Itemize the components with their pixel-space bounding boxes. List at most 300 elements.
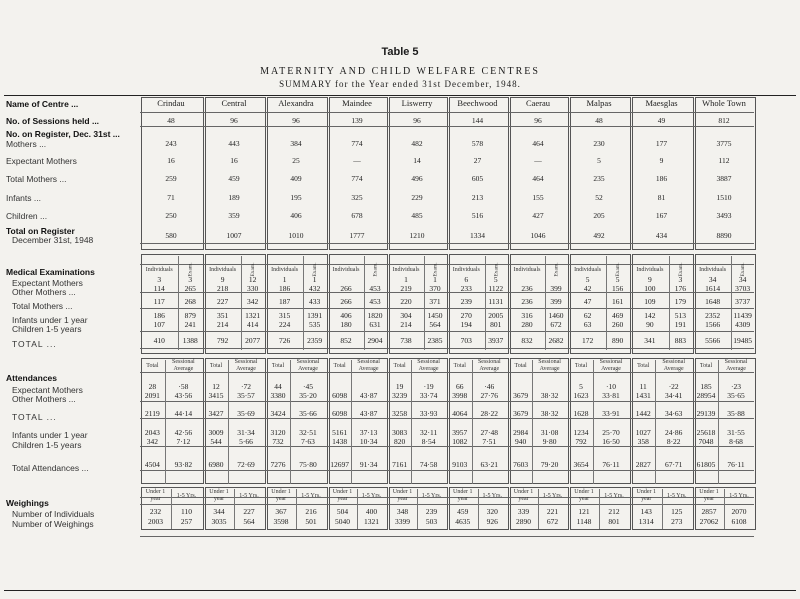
att-total-cell: 792 (575, 437, 587, 446)
med-exam-cell: 176 (674, 284, 687, 293)
label-att-other: Other Mothers ... (12, 394, 76, 404)
w-range-cell: 564 (243, 517, 255, 526)
register-cell: 359 (228, 211, 240, 220)
att-total-cell: 358 (637, 437, 649, 446)
med-exam-cell: 342 (246, 297, 259, 306)
att-total-cell: 19 (395, 382, 404, 391)
med-exam-cell: 371 (429, 297, 441, 306)
att-sessional-cell: 7·51 (482, 437, 497, 446)
register-cell: 81 (657, 193, 666, 202)
att-total-cell: 5 (579, 382, 583, 391)
att-sessional-cell: 72·69 (237, 460, 255, 469)
register-cell: 485 (411, 211, 423, 220)
att-total-cell: 3258 (392, 409, 408, 418)
att-sessional-cell: 76·11 (727, 460, 745, 469)
med-header-exam: Exam. (553, 262, 560, 277)
att-total-cell: 25618 (696, 428, 716, 437)
w-header-under: Under 1 year (453, 489, 473, 502)
label-att-children: Children 1-5 years (12, 440, 82, 450)
att-sessional-cell: 43·87 (359, 409, 378, 418)
w-header-range: 1-5 Yrs. (176, 493, 197, 499)
att-sessional-cell: 31·55 (727, 428, 745, 437)
med-individuals-cell: 3 (157, 275, 162, 284)
att-header-sessional: Sessional Average (296, 359, 320, 372)
med-individuals-cell: 214 (216, 320, 229, 329)
att-sessional-cell: 35·65 (727, 391, 745, 400)
med-individuals-cell: 224 (278, 320, 291, 329)
att-total-cell: 29139 (696, 409, 716, 418)
register-cell: 464 (532, 139, 544, 148)
w-range-cell: 273 (671, 517, 683, 526)
w-range-cell: 110 (181, 507, 192, 516)
att-total-cell: 7048 (698, 437, 714, 446)
med-individuals-cell: 9 (220, 275, 225, 284)
att-total-cell: 5161 (332, 428, 348, 437)
att-total-cell: 3120 (270, 428, 286, 437)
register-cell: 186 (655, 174, 668, 183)
centre-name: Whole Town (702, 98, 746, 108)
top-rule (4, 95, 796, 96)
w-header-under: Under 1 year (636, 489, 656, 502)
register-cell: 205 (593, 211, 605, 220)
med-header-exam: Exam. (677, 262, 684, 277)
med-individuals-cell: 218 (216, 284, 229, 293)
att-total-cell: 28 (148, 382, 157, 391)
register-cell: 25 (292, 156, 300, 165)
att-total-cell: 61805 (696, 460, 716, 469)
att-sessional-cell: 33·91 (602, 409, 620, 418)
att-sessional-cell: ·46 (484, 382, 495, 391)
row-rule (140, 308, 754, 309)
register-cell: 177 (655, 139, 668, 148)
att-header-sessional: Sessional Average (724, 359, 748, 372)
row-rule (140, 470, 754, 471)
med-individuals-cell: 34 (708, 275, 717, 284)
med-exam-cell: 1122 (488, 284, 504, 293)
med-individuals-cell: 1 (282, 275, 287, 284)
label-w-individuals: Number of Individuals (12, 509, 95, 519)
att-total-cell: 2827 (635, 460, 651, 469)
med-exam-cell: 2077 (245, 336, 261, 345)
att-sessional-cell: 79·20 (540, 460, 559, 469)
att-total-cell: 1234 (573, 428, 589, 437)
med-exam-cell: 453 (369, 284, 381, 293)
register-cell: 16 (230, 156, 238, 165)
med-exam-cell: 672 (550, 320, 562, 329)
w-header-under: Under 1 year (513, 489, 534, 502)
med-individuals-cell: 341 (644, 336, 656, 345)
register-cell: 578 (471, 139, 484, 148)
att-total-cell: 3427 (208, 409, 224, 418)
att-header-total: Total (699, 363, 713, 369)
register-cell: 1010 (288, 231, 304, 240)
med-exam-cell: 890 (611, 336, 624, 345)
register-cell: 516 (471, 211, 484, 220)
med-exam-cell: 2682 (548, 336, 564, 345)
w-header-under: Under 1 year (332, 489, 353, 502)
med-exam-cell: 1460 (548, 311, 564, 320)
register-cell: 1334 (470, 231, 485, 240)
att-total-cell: 342 (146, 437, 159, 446)
register-cell: 325 (351, 193, 363, 202)
centre-name: Central (221, 98, 247, 108)
med-individuals-cell: 117 (153, 297, 165, 306)
register-cell: 1210 (409, 231, 425, 240)
row-rule (140, 264, 754, 265)
med-individuals-cell: 316 (521, 311, 533, 320)
w-under-cell: 344 (213, 507, 225, 516)
register-cell: 3493 (716, 211, 732, 220)
centre-name: Malpas (586, 98, 612, 108)
med-exam-cell: 1391 (307, 311, 323, 320)
att-total-cell: 3957 (452, 428, 468, 437)
med-exam-cell: 241 (184, 320, 196, 329)
med-exam-cell: 1321 (245, 311, 261, 320)
w-range-cell: 1321 (364, 517, 379, 526)
register-cell: 230 (593, 139, 605, 148)
w-range-cell: 400 (365, 507, 378, 516)
att-sessional-cell: ·22 (668, 382, 679, 391)
row-rule (140, 126, 754, 127)
att-sessional-cell: 7·63 (301, 437, 315, 446)
row-rule (140, 536, 754, 537)
w-under-cell: 121 (578, 507, 590, 516)
med-individuals-cell: 142 (644, 311, 656, 320)
label-name: Name of Centre ... (6, 99, 79, 109)
sessions-cell: 96 (230, 116, 238, 125)
register-cell: 5 (597, 156, 601, 165)
register-cell: 155 (532, 193, 544, 202)
register-cell: 52 (595, 193, 603, 202)
med-individuals-cell: 100 (644, 284, 656, 293)
w-range-cell: 503 (425, 517, 438, 526)
att-total-cell: 7161 (392, 460, 408, 469)
register-cell: 605 (471, 174, 484, 183)
sessions-cell: 812 (718, 116, 730, 125)
w-range-cell: 672 (546, 517, 559, 526)
med-individuals-cell: 832 (521, 336, 533, 345)
label-attendances: Attendances (6, 373, 58, 383)
att-total-cell: 3380 (270, 391, 286, 400)
med-exam-cell: 399 (550, 284, 562, 293)
w-under-cell: 504 (336, 507, 349, 516)
table-subtitle: SUMMARY for the Year ended 31st December, 1948. (279, 79, 521, 89)
med-individuals-cell: 304 (400, 311, 412, 320)
w-under-cell: 3598 (273, 517, 289, 526)
w-header-range: 1-5 Yrs. (421, 493, 442, 499)
register-cell: 774 (351, 174, 363, 183)
med-individuals-cell: 227 (216, 297, 229, 306)
att-header-sessional: Sessional Average (172, 359, 195, 372)
register-cell: 1007 (226, 231, 242, 240)
att-sessional-cell: 27·48 (480, 428, 499, 437)
att-total-cell: 4504 (144, 460, 160, 469)
att-sessional-cell: 76·11 (602, 460, 620, 469)
med-individuals-cell: 5566 (705, 336, 721, 345)
att-sessional-cell: 8·68 (729, 437, 743, 446)
med-exam-cell: 156 (611, 284, 624, 293)
att-total-cell: 1027 (635, 428, 651, 437)
med-header-individuals: Individuals (513, 267, 541, 273)
register-cell: 112 (718, 156, 730, 165)
att-sessional-cell: 42·56 (174, 428, 193, 437)
att-header-total: Total (209, 363, 223, 369)
w-under-cell: 143 (640, 507, 652, 516)
w-header-under: Under 1 year (574, 489, 594, 502)
w-range-cell: 212 (608, 507, 620, 516)
att-header-total: Total (637, 363, 650, 369)
centre-name: Maesglas (645, 98, 678, 108)
med-header-individuals: Individuals (209, 267, 237, 273)
register-cell: 213 (471, 193, 484, 202)
med-individuals-cell: 239 (460, 297, 472, 306)
att-total-cell: 2091 (144, 391, 160, 400)
label-med-total-mothers: Total Mothers ... (12, 301, 73, 311)
att-sessional-cell: 9·80 (542, 437, 557, 446)
att-total-cell: 11 (639, 382, 647, 391)
med-header-individuals: Individuals (574, 267, 602, 273)
centre-name: Maindee (342, 98, 372, 108)
w-under-cell: 348 (396, 507, 409, 516)
med-individuals-cell: 9 (648, 275, 652, 284)
att-sessional-cell: 43·56 (174, 391, 193, 400)
med-header-exam: Exam. (250, 262, 257, 277)
med-individuals-cell: 5 (585, 275, 590, 284)
med-individuals-cell: 63 (583, 320, 592, 329)
att-sessional-cell: ·19 (423, 382, 434, 391)
label-med-children: Children 1-5 years (12, 324, 82, 334)
att-total-cell: 3679 (513, 391, 529, 400)
w-under-cell: 2003 (148, 517, 163, 526)
med-individuals-cell: 1566 (705, 320, 721, 329)
att-sessional-cell: ·10 (606, 382, 616, 391)
att-total-cell: 12 (212, 382, 220, 391)
register-cell: 16 (167, 156, 175, 165)
med-header-individuals: Individuals (271, 267, 299, 273)
med-exam-cell: 2385 (427, 336, 443, 345)
att-sessional-cell: 75·80 (299, 460, 317, 469)
att-sessional-cell: 44·14 (174, 409, 193, 418)
att-sessional-cell: 43·87 (359, 391, 378, 400)
att-header-sessional: Sessional Average (477, 359, 501, 372)
med-individuals-cell: 109 (644, 297, 656, 306)
med-exam-cell: 370 (429, 284, 441, 293)
med-exam-cell: 11439 (733, 311, 752, 320)
med-exam-cell: 5 (615, 275, 620, 284)
sessions-cell: 96 (534, 116, 542, 125)
register-cell: 774 (351, 139, 363, 148)
med-individuals-cell: 280 (521, 320, 533, 329)
w-under-cell: 2857 (701, 507, 717, 516)
register-cell: 195 (290, 193, 302, 202)
med-individuals-cell: 726 (278, 336, 291, 345)
register-cell: 492 (593, 231, 605, 240)
att-sessional-cell: 35·88 (727, 409, 745, 418)
label-total-register: Total on Register (6, 226, 75, 236)
w-header-range: 1-5 Yrs. (361, 493, 382, 499)
register-cell: 406 (290, 211, 302, 220)
att-sessional-cell: 24·86 (664, 428, 683, 437)
register-cell: 678 (351, 211, 363, 220)
table-number: Table 5 (381, 46, 419, 58)
med-exam-cell: 453 (369, 297, 381, 306)
med-individuals-cell: 792 (216, 336, 229, 345)
w-under-cell: 459 (457, 507, 469, 516)
w-range-cell: 221 (546, 507, 559, 516)
att-sessional-cell: 33·81 (602, 391, 620, 400)
att-header-total: Total (333, 363, 346, 369)
med-exam-cell: 265 (184, 284, 196, 293)
label-att-total: TOTAL ... (12, 412, 57, 422)
register-cell: 3887 (716, 174, 732, 183)
med-individuals-cell: 62 (583, 311, 592, 320)
att-sessional-cell: 37·13 (359, 428, 378, 437)
att-sessional-cell: 10·34 (359, 437, 378, 446)
med-exam-cell: 631 (369, 320, 381, 329)
att-sessional-cell: 33·74 (419, 391, 438, 400)
med-header-exam: Exam. (493, 262, 500, 277)
row-rule (140, 418, 754, 419)
med-individuals-cell: 738 (400, 336, 412, 345)
att-sessional-cell: 5·66 (239, 437, 253, 446)
w-range-cell: 6108 (731, 517, 747, 526)
att-header-total: Total (146, 363, 159, 369)
register-cell: 14 (413, 156, 421, 165)
w-range-cell: 216 (305, 507, 317, 516)
register-cell: 167 (655, 211, 668, 220)
med-exam-cell: 268 (184, 297, 196, 306)
w-under-cell: 4635 (455, 517, 471, 526)
med-individuals-cell: 219 (400, 284, 412, 293)
att-total-cell: 1438 (332, 437, 348, 446)
att-total-cell: 1623 (573, 391, 589, 400)
med-header-exam: Exam. (615, 262, 622, 277)
att-total-cell: 6098 (332, 391, 348, 400)
att-sessional-cell: 8·22 (666, 437, 681, 446)
med-exam-cell: 19485 (733, 336, 752, 345)
register-cell: 443 (228, 139, 240, 148)
register-cell: 27 (473, 156, 482, 165)
med-header-exam: Exam. (372, 262, 379, 277)
med-exam-cell: 414 (246, 320, 259, 329)
row-rule (140, 401, 754, 402)
register-cell: 427 (532, 211, 544, 220)
att-total-cell: 3424 (270, 409, 286, 418)
att-sessional-cell: 8·54 (421, 437, 436, 446)
med-header-individuals: Individuals (145, 267, 173, 273)
w-under-cell: 232 (149, 507, 162, 516)
med-exam-cell: 34 (738, 275, 747, 284)
att-total-cell: 6098 (332, 409, 348, 418)
att-sessional-cell: 38·32 (540, 409, 559, 418)
att-sessional-cell: 35·66 (299, 409, 317, 418)
w-under-cell: 5040 (335, 517, 350, 526)
att-header-total: Total (514, 363, 527, 369)
med-exam-cell: 3937 (488, 336, 504, 345)
label-med-total: TOTAL ... (12, 339, 57, 349)
att-sessional-cell: 31·34 (237, 428, 255, 437)
med-individuals-cell: 42 (583, 284, 592, 293)
att-total-cell: 1442 (635, 409, 651, 418)
label-att-all: Total Attendances ... (12, 463, 89, 473)
med-header-individuals: Individuals (392, 267, 420, 273)
att-sessional-cell: 16·50 (602, 437, 620, 446)
row-rule (140, 331, 754, 332)
med-header-individuals: Individuals (636, 267, 664, 273)
label-att-infants: Infants under 1 year (12, 430, 88, 440)
att-total-cell: 7276 (270, 460, 286, 469)
label-weighings: Weighings (6, 498, 49, 508)
att-sessional-cell: 35·69 (237, 409, 255, 418)
med-individuals-cell: 351 (216, 311, 229, 320)
med-exam-cell: 879 (184, 311, 196, 320)
sessions-cell: 139 (351, 116, 363, 125)
row-rule (140, 112, 754, 113)
label-register: No. on Register, Dec. 31st ... (6, 129, 120, 139)
w-under-cell: 3035 (211, 517, 227, 526)
w-header-under: Under 1 year (209, 489, 229, 502)
med-exam-cell: 4309 (735, 320, 751, 329)
w-range-cell: 926 (486, 517, 498, 526)
med-exam-cell: 161 (611, 297, 624, 306)
att-total-cell: 940 (514, 437, 527, 446)
att-total-cell: 6980 (208, 460, 224, 469)
att-sessional-cell: 63·21 (480, 460, 499, 469)
att-header-total: Total (453, 363, 466, 369)
med-exam-cell: 2359 (307, 336, 323, 345)
med-exam-cell: 1 (433, 275, 437, 284)
att-total-cell: 3654 (573, 460, 589, 469)
med-exam-cell: 3737 (735, 297, 751, 306)
w-header-range: 1-5 Yrs. (667, 493, 687, 499)
med-header-individuals: Individuals (699, 267, 727, 273)
att-sessional-cell: 33·93 (419, 409, 438, 418)
register-cell: — (353, 156, 361, 165)
med-exam-cell: 801 (490, 320, 502, 329)
w-range-cell: 239 (425, 507, 438, 516)
med-exam-cell: 399 (550, 297, 562, 306)
bottom-rule (4, 590, 796, 591)
med-individuals-cell: 703 (460, 336, 472, 345)
sessions-cell: 96 (292, 116, 300, 125)
register-cell: 235 (593, 174, 605, 183)
att-sessional-cell: 7·12 (176, 437, 191, 446)
med-exam-cell: 1820 (367, 311, 383, 320)
med-header-individuals: Individuals (452, 267, 480, 273)
med-individuals-cell: 266 (340, 297, 352, 306)
med-individuals-cell: 266 (340, 284, 352, 293)
w-header-under: Under 1 year (145, 489, 166, 502)
table-title: MATERNITY AND CHILD WELFARE CENTRES (260, 66, 540, 77)
w-header-range: 1-5 Yrs. (482, 493, 502, 499)
att-header-total: Total (393, 363, 406, 369)
med-individuals-cell: 852 (340, 336, 352, 345)
med-exam-cell: 3 (188, 275, 193, 284)
w-header-under: Under 1 year (271, 489, 291, 502)
med-exam-cell: 2005 (488, 311, 504, 320)
att-header-total: Total (271, 363, 285, 369)
w-range-cell: 227 (243, 507, 255, 516)
med-exam-cell: 260 (611, 320, 624, 329)
att-sessional-cell: 34·41 (664, 391, 683, 400)
att-header-sessional: Sessional Average (538, 359, 561, 372)
row-rule (140, 243, 754, 244)
med-exam-cell: 5 (493, 275, 498, 284)
att-sessional-cell: ·58 (178, 382, 189, 391)
register-cell: 1510 (716, 193, 732, 202)
med-header-exam: Exam. (740, 262, 747, 277)
register-cell: 1046 (530, 231, 546, 240)
